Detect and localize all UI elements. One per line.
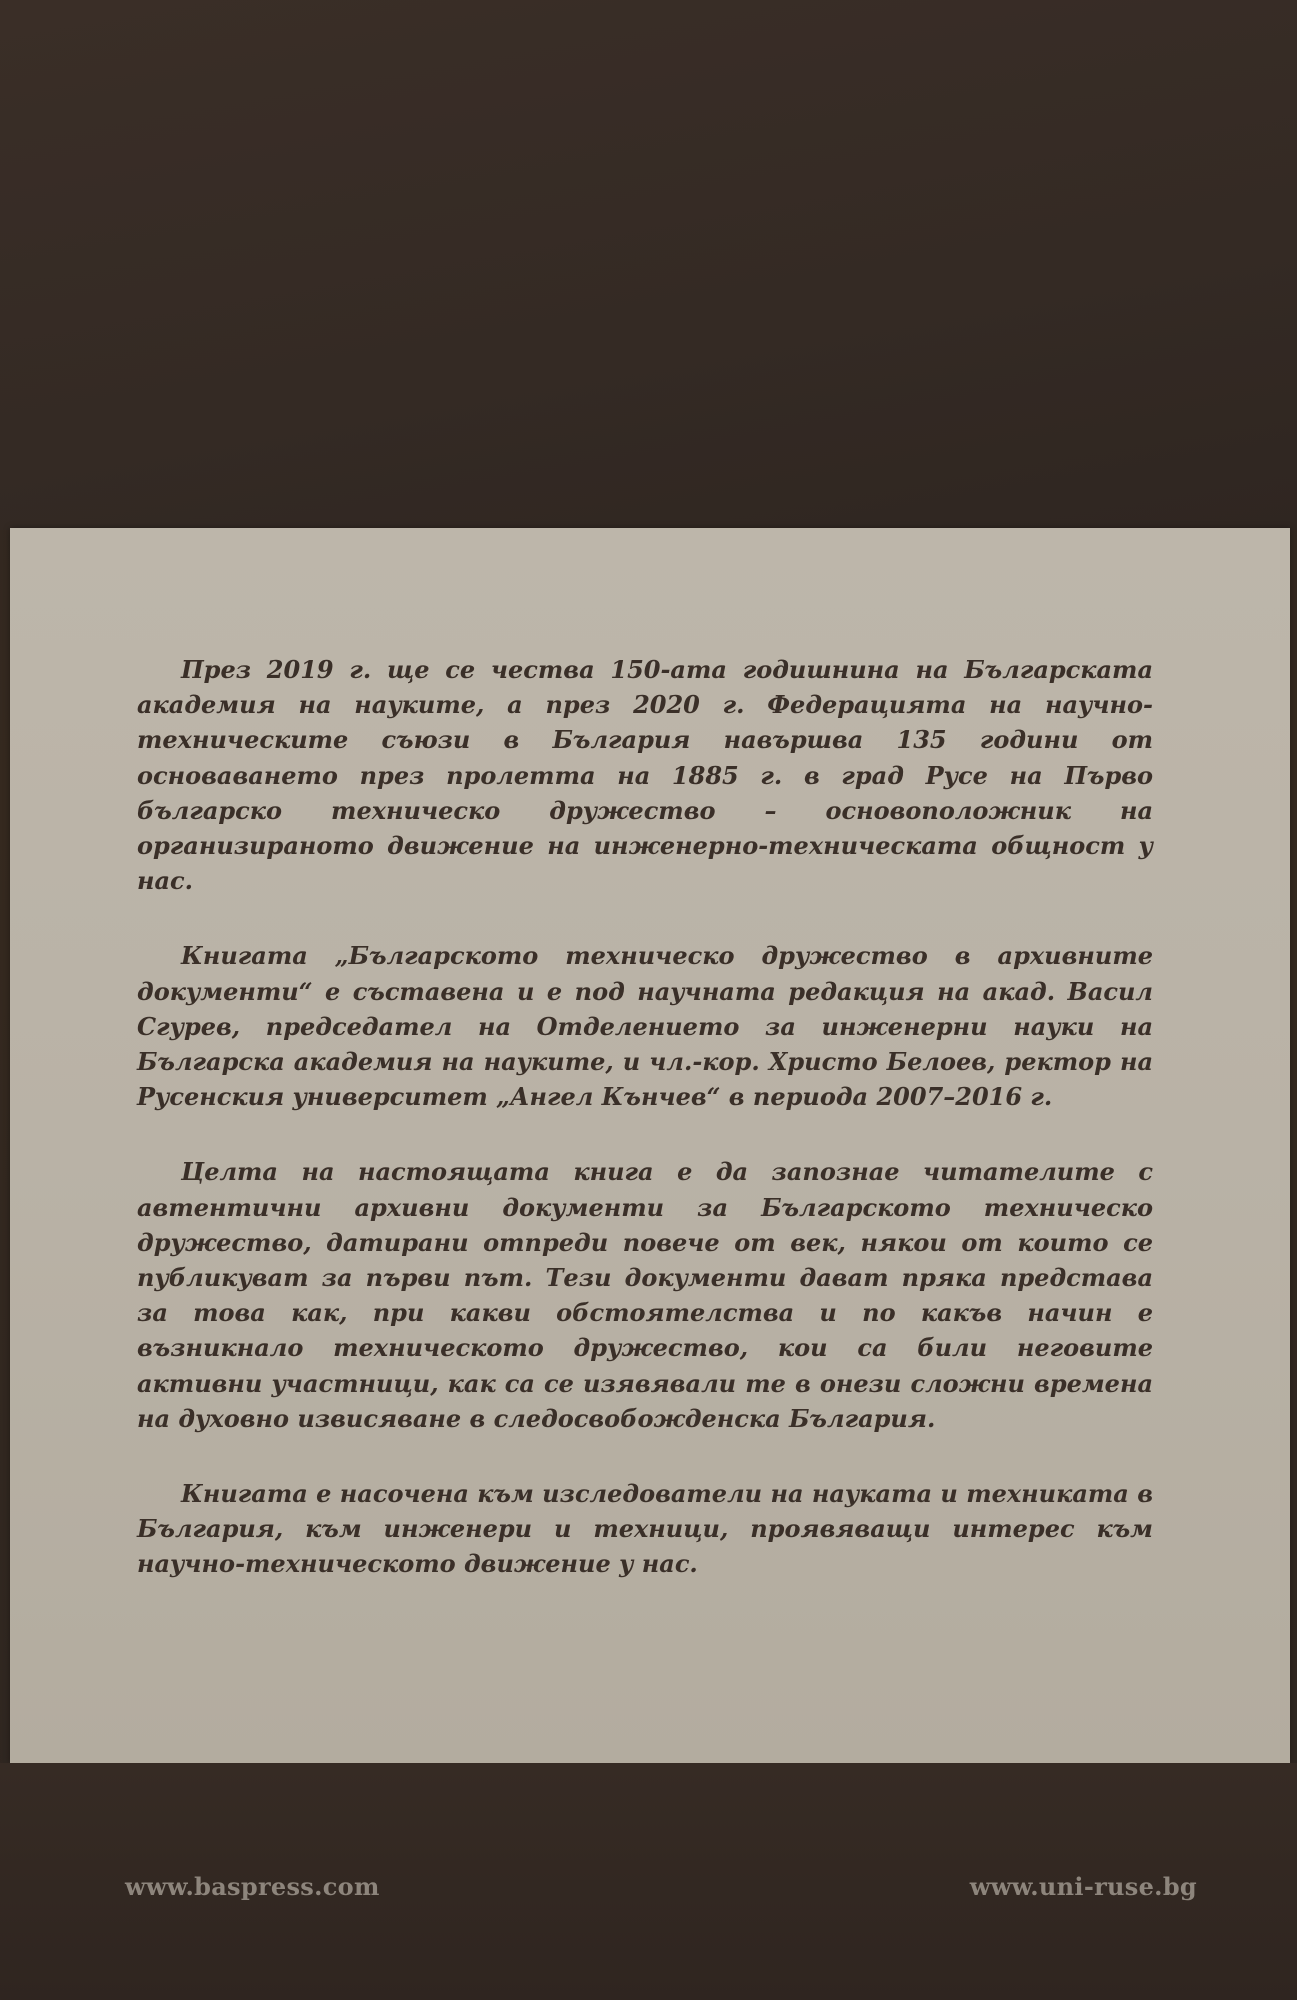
paragraph-audience: Книгата е насочена към изследователи на науката и техниката в България, към инженери и техници, проявяващи интерес към научно-техническото движение у нас. (137, 1479, 1153, 1579)
university-url: www.uni-ruse.bg (969, 1872, 1197, 1901)
top-dark-band (0, 0, 1297, 530)
cover-text-block (137, 652, 1153, 1622)
paragraph-anniversary: През 2019 г. ще се чества 150-ата годишнина на Българската академия на науките, а през 2020 г. Федерацията на научно-техническите съюзи в България навършва 135 години от основаването през пролетта на 1885 г. в град Русе на Първо българско техническо дружество – основоположник на организираното движение на инженерно-техническата общност у нас. (137, 655, 1153, 896)
publisher-url: www.baspress.com (125, 1872, 380, 1901)
paragraph-editors: Книгата „Българското техническо дружество в архивните документи“ е съставена и е под научната редакция на акад. Васил Сгурев, председател на Отделението за инженерни науки на Българска академия на науките, и чл.-кор. Христо Белоев, ректор на Русенския университет „Ангел Кънчев“ в периода 2007–2016 г. (137, 941, 1153, 1112)
paragraph-purpose: Целта на настоящата книга е да запознае читателите с автентични архивни документи за Българското техническо дружество, датирани отпреди повече от век, някои от които се публикуват за първи път. Тези документи дават пряка представа за това как, при какви обстоятелства и по какъв начин е възникнало техническото дружество, кои са били неговите активни участници, как са се изявявали те в онези сложни времена на духовно извисяване в следосвобожденска България. (137, 1157, 1153, 1433)
